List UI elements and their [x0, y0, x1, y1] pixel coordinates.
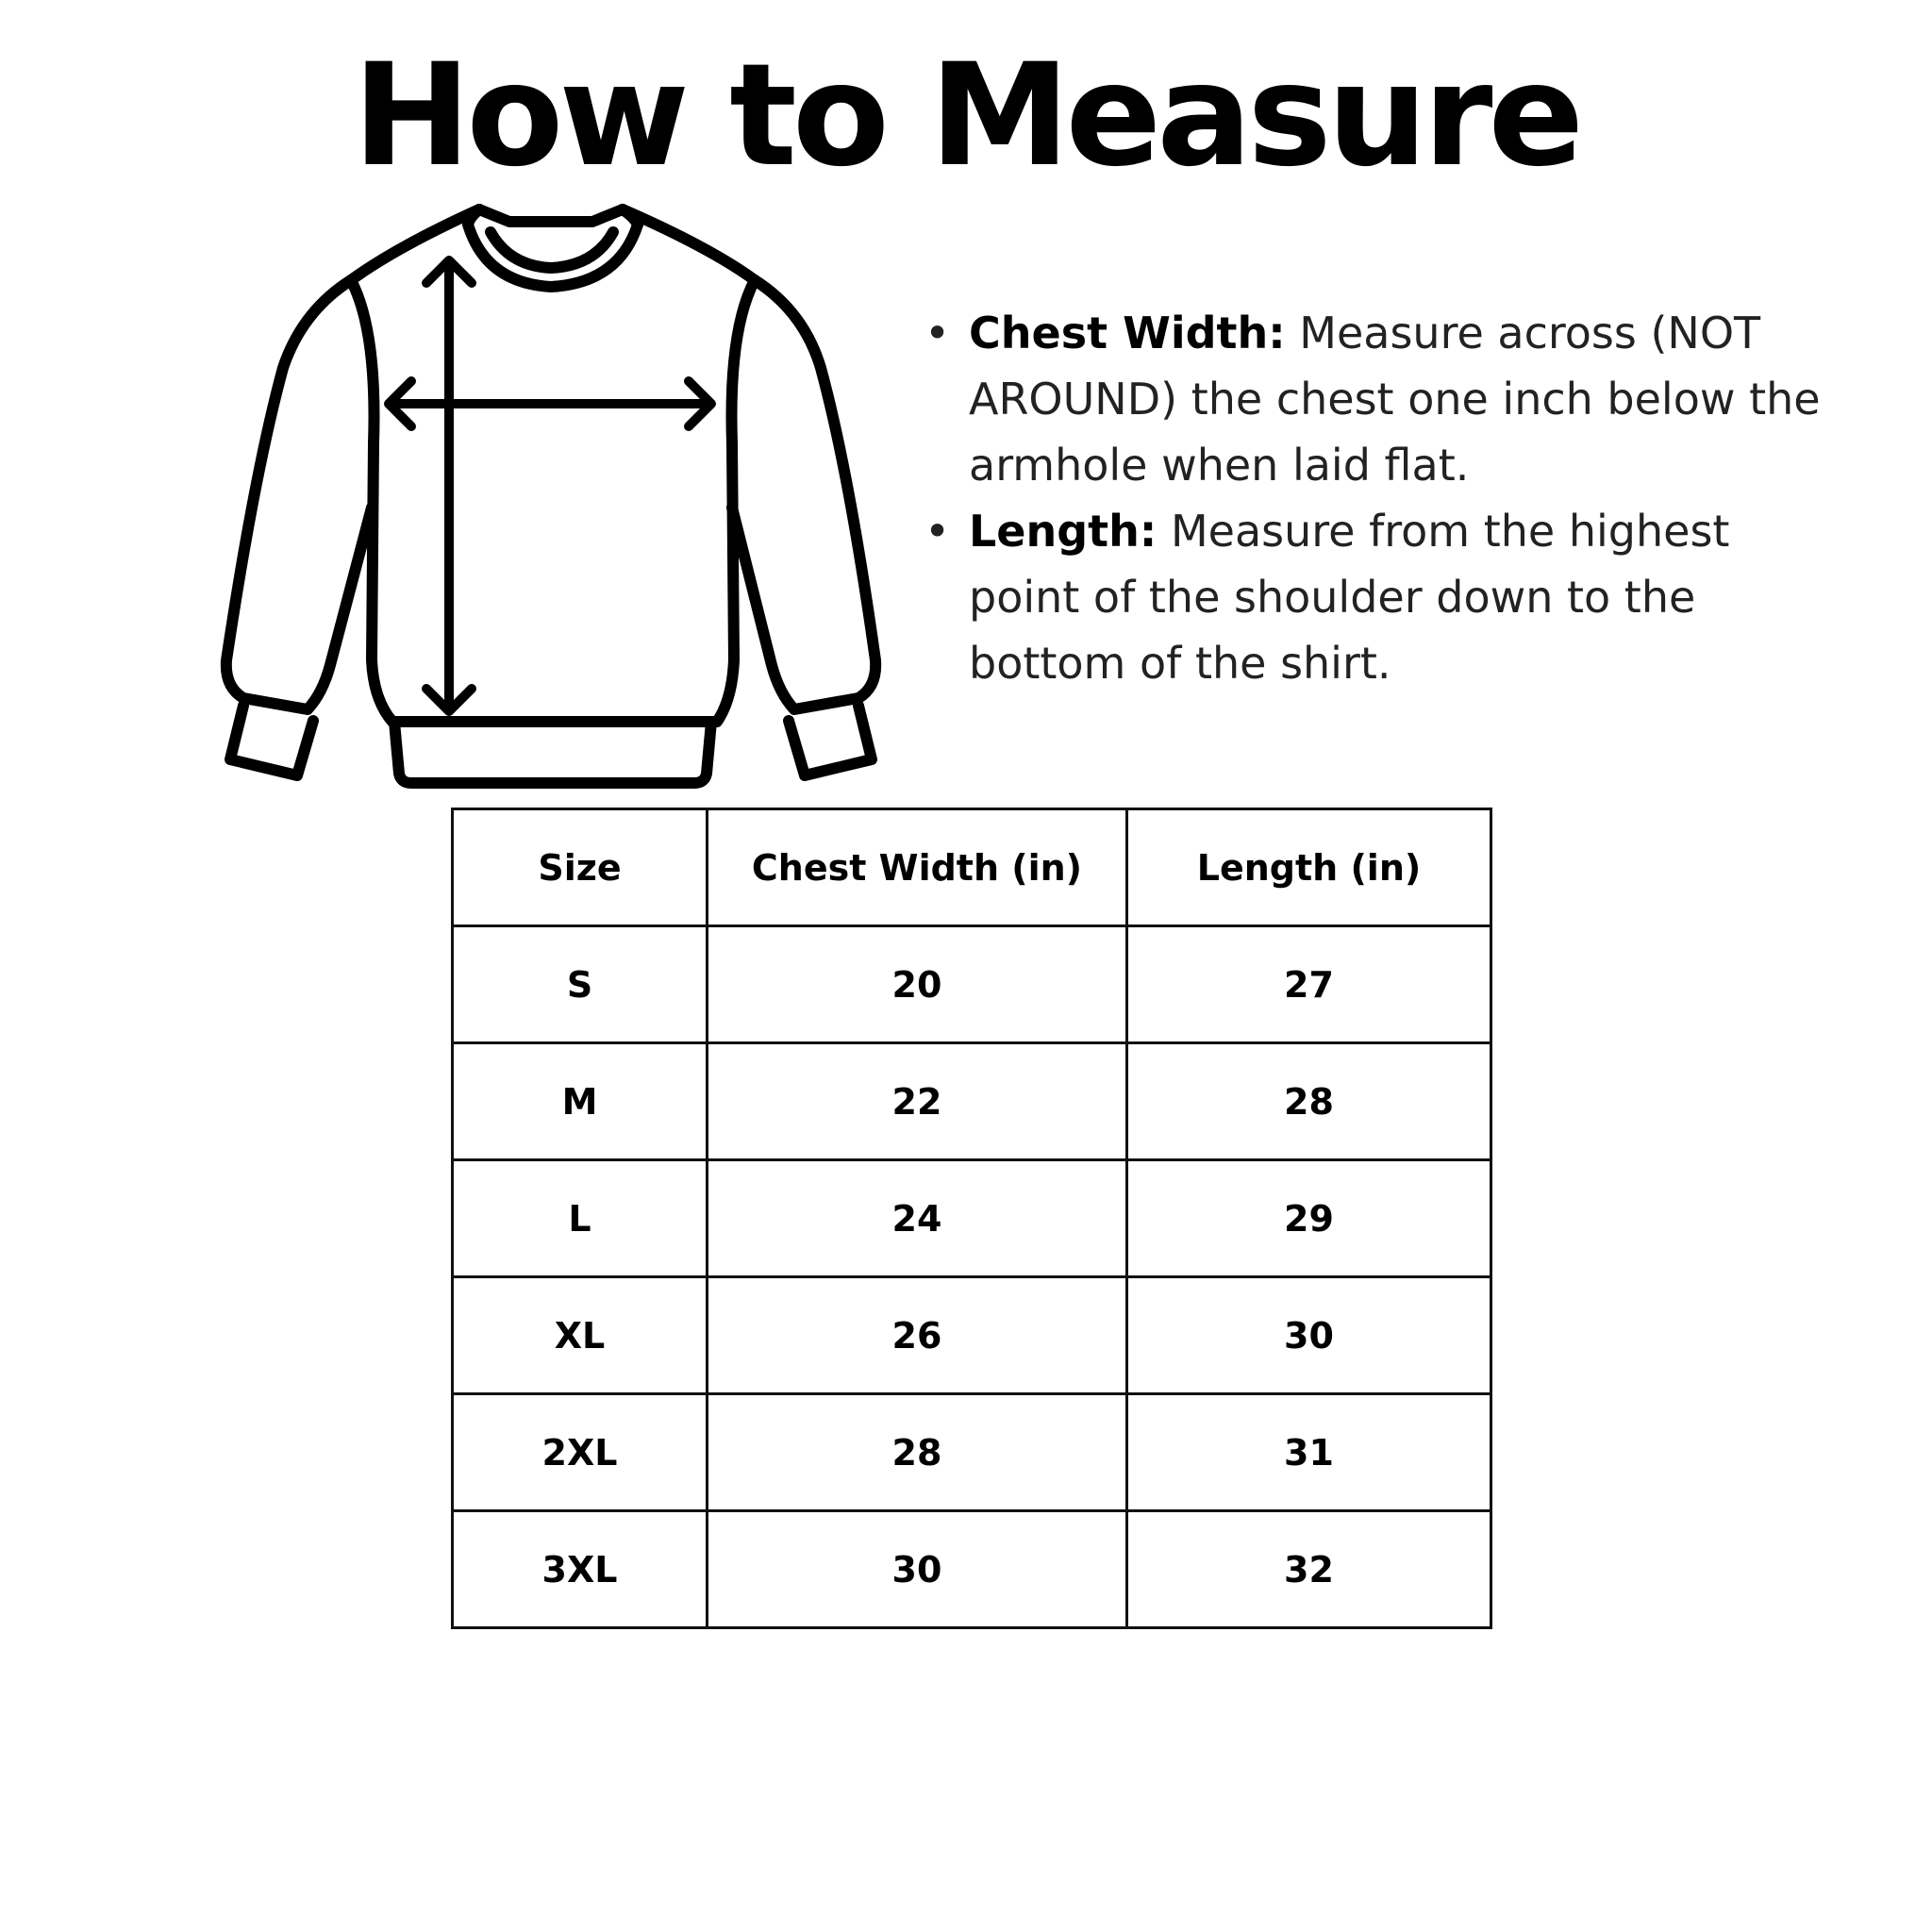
cell-chest-width: 20 — [708, 926, 1127, 1043]
cell-size: 2XL — [453, 1394, 708, 1511]
sweatshirt-measure-icon — [217, 198, 896, 802]
instruction-term: Length: — [969, 506, 1158, 557]
cell-length: 31 — [1127, 1394, 1491, 1511]
cell-size: M — [453, 1043, 708, 1160]
cell-chest-width: 30 — [708, 1511, 1127, 1628]
cell-chest-width: 22 — [708, 1043, 1127, 1160]
cell-size: S — [453, 926, 708, 1043]
cell-chest-width: 28 — [708, 1394, 1127, 1511]
header-length: Length (in) — [1127, 809, 1491, 926]
table-row — [453, 926, 1491, 1043]
instruction-text: Measure from the highest point of the shoulder down to the bottom of the shirt. — [969, 506, 1730, 689]
cell-size: L — [453, 1160, 708, 1277]
instruction-chest-width — [924, 300, 1830, 498]
table-row — [453, 1160, 1491, 1277]
cell-length: 30 — [1127, 1277, 1491, 1394]
cell-size: XL — [453, 1277, 708, 1394]
header-size: Size — [453, 809, 708, 926]
measurement-instructions — [924, 300, 1830, 696]
cell-length: 32 — [1127, 1511, 1491, 1628]
bullet-icon: • — [924, 506, 951, 557]
cell-size: 3XL — [453, 1511, 708, 1628]
bullet-icon: • — [924, 308, 951, 358]
header-chest-width: Chest Width (in) — [708, 809, 1127, 926]
measurement-arrows — [389, 260, 711, 711]
instruction-term: Chest Width: — [969, 308, 1286, 358]
sweatshirt-outline — [226, 209, 875, 783]
table-row — [453, 1043, 1491, 1160]
table-row — [453, 1277, 1491, 1394]
cell-length: 27 — [1127, 926, 1491, 1043]
instruction-length — [924, 498, 1830, 696]
cell-length: 29 — [1127, 1160, 1491, 1277]
size-chart-table — [451, 808, 1492, 1629]
cell-length: 28 — [1127, 1043, 1491, 1160]
instruction-text: Measure across (NOT AROUND) the chest one inch below the armhole when laid flat. — [969, 308, 1821, 491]
table-row — [453, 1511, 1491, 1628]
page-title: How to Measure — [352, 34, 1580, 198]
table-row — [453, 1394, 1491, 1511]
table-header-row — [453, 809, 1491, 926]
cell-chest-width: 24 — [708, 1160, 1127, 1277]
cell-chest-width: 26 — [708, 1277, 1127, 1394]
